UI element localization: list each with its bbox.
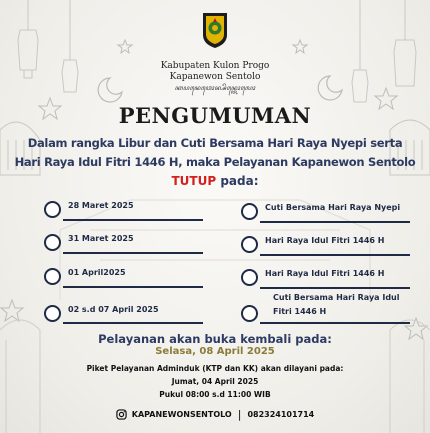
contact-bar <box>0 409 430 420</box>
picket-line-2: Jumat, 04 April 2025 <box>171 377 259 386</box>
schedule-item-desc <box>241 236 384 253</box>
underline <box>63 252 203 254</box>
schedule-date-label: 28 Maret 2025 <box>68 201 134 210</box>
radio-circle-icon <box>44 305 61 322</box>
underline <box>63 286 203 288</box>
schedule-desc-label: Cuti Bersama Hari Raya Idul <box>273 293 400 302</box>
schedule-item-date <box>44 268 126 285</box>
kabupaten-label: Kabupaten Kulon Progo <box>160 61 270 71</box>
radio-circle-icon <box>241 236 258 253</box>
schedule-item-desc <box>241 269 384 286</box>
radio-circle-icon <box>44 268 61 285</box>
reopen-heading: Pelayanan akan buka kembali pada: <box>98 332 332 346</box>
schedule-desc-label: Cuti Bersama Hari Raya Nyepi <box>265 203 401 212</box>
radio-circle-icon <box>241 203 258 220</box>
radio-circle-icon <box>241 305 258 322</box>
intro-line-2: Hari Raya Idul Fitri 1446 H, maka Pelayanan Kapanewon Sentolo <box>14 155 416 169</box>
schedule-item-desc <box>241 305 258 322</box>
underline <box>260 221 410 223</box>
tutup-label: TUTUP <box>171 174 217 188</box>
contact-separator: | <box>237 408 242 421</box>
kapanewon-label: Kapanewon Sentolo <box>169 72 261 82</box>
intro-line-1: Dalam rangka Libur dan Cuti Bersama Hari Raya Nyepi serta <box>27 136 403 150</box>
radio-circle-icon <box>44 234 61 251</box>
underline <box>260 322 410 324</box>
schedule-desc-label: Hari Raya Idul Fitri 1446 H <box>265 269 385 278</box>
underline <box>63 219 203 221</box>
intro-line-3 <box>0 174 430 189</box>
instagram-handle: KAPANEWONSENTOLO <box>131 410 232 419</box>
radio-circle-icon <box>44 201 61 218</box>
underline <box>260 287 410 289</box>
underline <box>63 322 203 324</box>
page-title: PENGUMUMAN <box>118 103 312 128</box>
reopen-date: Selasa, 08 April 2025 <box>155 346 275 357</box>
phone-number: 082324101714 <box>247 410 315 419</box>
underline <box>260 254 410 256</box>
picket-line-1: Piket Pelayanan Adminduk (KTP dan KK) akan dilayani pada: <box>86 364 344 373</box>
picket-line-3: Pukul 08:00 s.d 11:00 WIB <box>159 390 271 399</box>
schedule-item-date <box>44 305 159 322</box>
radio-circle-icon <box>241 269 258 286</box>
kulon-progo-emblem-icon <box>201 11 229 49</box>
schedule-desc-label: Fitri 1446 H <box>273 307 327 316</box>
instagram-icon <box>116 409 127 420</box>
schedule-desc-label: Hari Raya Idul Fitri 1446 H <box>265 236 385 245</box>
schedule-item-date <box>44 234 134 251</box>
schedule-item-date <box>44 201 134 218</box>
schedule-date-label: 01 April2025 <box>68 268 126 277</box>
schedule-item-desc <box>241 203 400 220</box>
schedule-date-label: 02 s.d 07 April 2025 <box>68 305 159 314</box>
javanese-script-label: ꦏꦥꦤꦺꦮꦺꦴꦤ꧀ꦱꦼꦤ꧀ꦠꦺꦴꦭꦺꦴ <box>174 84 256 92</box>
pada-label: pada: <box>216 174 259 188</box>
schedule-date-label: 31 Maret 2025 <box>68 234 134 243</box>
